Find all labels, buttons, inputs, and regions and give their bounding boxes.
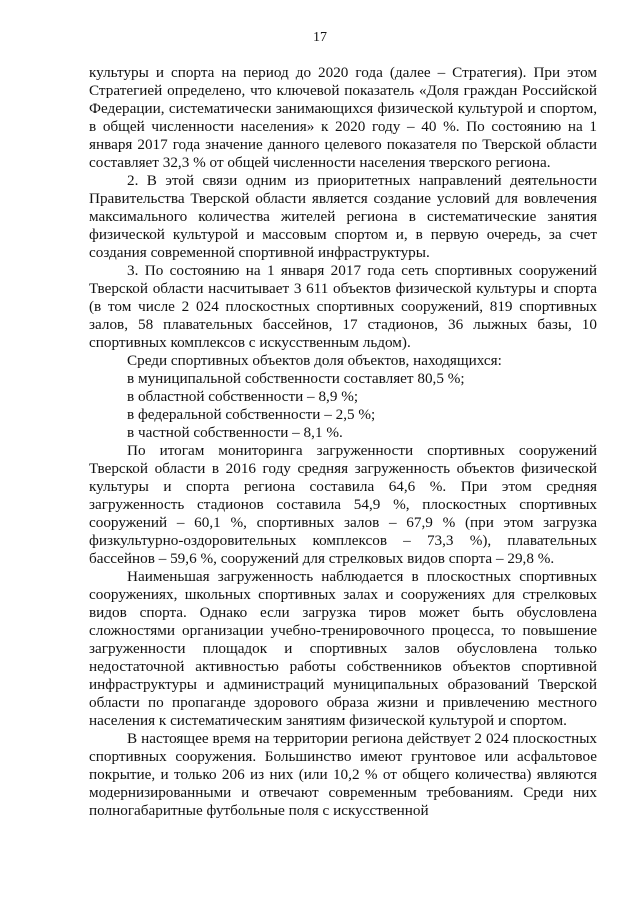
- paragraph-flat-facilities: В настоящее время на территории региона действует 2 024 плоскостных спортивных сооружения. Большинство имеют грунтовое или асфальтовое покрытие, и только 206 из них (или 10,2 % от общего количества) являются модернизированными и отвечают современным требованиям. Среди них полногабаритные футбольные поля с искусственной: [89, 730, 597, 819]
- paragraph-monitoring-results: По итогам мониторинга загруженности спортивных сооружений Тверской области в 2016 году средняя загруженность объектов физической культуры и спорта региона составила 64,6 %. При этом средняя загруженность стадионов составила 54,9 %, плоскостных спортивных сооружений – 60,1 %, спортивных залов – 67,9 % (при этом загрузка физкультурно-оздоровительных комплексов – 73,3 %), плавательных бассейнов – 59,6 %, сооружений для стрелковых видов спорта – 29,8 %.: [89, 442, 597, 567]
- ownership-regional: в областной собственности – 8,9 %;: [127, 388, 359, 405]
- document-body: [89, 64, 597, 820]
- paragraph-lowest-load: Наименьшая загруженность наблюдается в плоскостных спортивных сооружениях, школьных спортивных залах и сооружениях для стрелковых видов спорта. Однако если загрузка тиров может быть обусловлена сложностями организации учебно-тренировочного процесса, то повышение загруженности площадок и спортивных залов обусловлена только недостаточной активностью работы собственников объектов спортивной инфраструктуры и администраций муниципальных образований Тверской области по пропаганде здорового образа жизни и привлечению местного населения к систематическим занятиям физической культурой и спортом.: [89, 568, 597, 729]
- ownership-municipal: в муниципальной собственности составляет 80,5 %;: [127, 370, 465, 387]
- paragraph-2-priority-directions: 2. В этой связи одним из приоритетных направлений деятельности Правительства Тверской области является создание условий для вовлечения максимального количества жителей региона в систематические занятия физической культурой и массовым спортом и, в первую очередь, за счет создания современной спортивной инфраструктуры.: [89, 172, 597, 261]
- ownership-list-intro: Среди спортивных объектов доля объектов, находящихся:: [127, 352, 502, 369]
- page-number: 17: [313, 30, 327, 45]
- paragraph-3-sports-facilities-network: 3. По состоянию на 1 января 2017 года сеть спортивных сооружений Тверской области насчитывает 3 611 объектов физической культуры и спорта (в том числе 2 024 плоскостных спортивных сооружений, 819 спортивных залов, 58 плавательных бассейнов, 17 стадионов, 36 лыжных базы, 10 спортивных комплексов с искусственным льдом).: [89, 262, 597, 351]
- ownership-federal: в федеральной собственности – 2,5 %;: [127, 406, 376, 423]
- paragraph-strategy-continuation: культуры и спорта на период до 2020 года (далее – Стратегия). При этом Стратегией определено, что ключевой показатель «Доля граждан Российской Федерации, систематически занимающихся физической культурой и спортом, в общей численности населения» к 2020 году – 40 %. По состоянию на 1 января 2017 года значение данного целевого показателя по Тверской области составляет 32,3 % от общей численности населения тверского региона.: [89, 64, 597, 171]
- ownership-private: в частной собственности – 8,1 %.: [127, 424, 343, 441]
